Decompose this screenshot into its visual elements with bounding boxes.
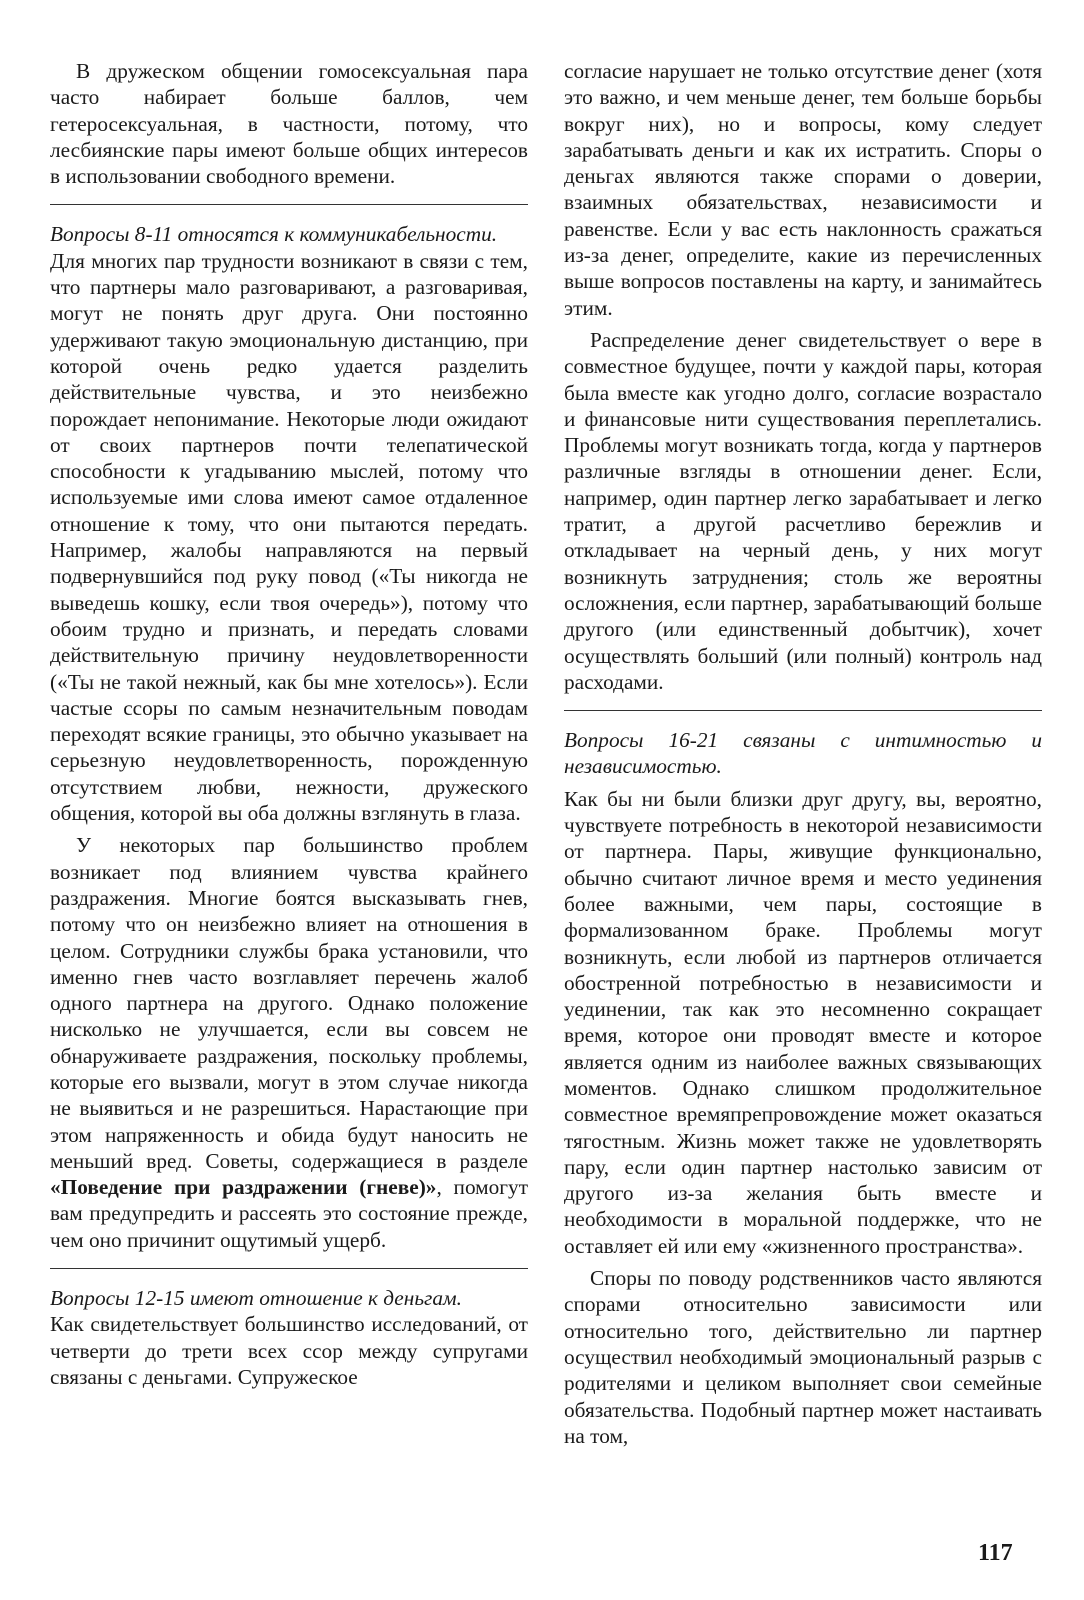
section-divider	[50, 1268, 528, 1269]
section-heading-intimacy: Вопросы 16-21 связаны с интимностью и независимостью.	[564, 728, 1042, 779]
section-heading-money: Вопросы 12-15 имеют отношение к деньгам.	[50, 1286, 462, 1311]
paragraph-leisure: В дружеском общении гомосексуальная пара часто набирает больше баллов, чем гетеросексуальная, в частности, потому, что лесбиянские пары имеют больше общих интересов в использовании свободного времени.	[50, 59, 528, 189]
anger-text-end: , помогут вам предупредить и рассеять это состояние прежде, чем оно причинит ощутимый ущерб.	[50, 1175, 528, 1252]
section-heading-communication: Вопросы 8-11 относятся к коммуникабельности.	[50, 222, 498, 247]
left-column	[50, 58, 528, 1390]
anger-text-start: У некоторых пар большинство проблем возникает под влиянием чувства крайнего раздражения. Многие боятся высказывать гнев, потому что он неизбежно влияет на отношения в целом. Сотрудники службы брака установили, что именно гнев часто возглавляет перечень жалоб одного партнера на другого. Однако положение нисколько не улучшается, если вы совсем не обнаруживаете раздражения, поскольку проблемы, которые его вызвали, могут в этом случае никогда не выявиться и не разрешиться. Нарастающие при этом напряженность и обида будут наносить не меньший вред. Советы, содержащиеся в разделе	[50, 833, 528, 1173]
paragraph-money-start: Как свидетельствует большинство исследований, от четверти до трети всех ссор между супругами связаны с деньгами. Супружеское	[50, 1312, 528, 1389]
section-divider	[564, 710, 1042, 711]
paragraph-independence: Как бы ни были близки друг другу, вы, вероятно, чувствуете потребность в некоторой независимости от партнера. Пары, живущие функционально, обычно считают личное время и место уединения более важными, чем пары, состоящие в формализованном браке. Проблемы могут возникнуть, если любой из партнеров отличается обостренной потребностью в независимости и уединении, так как это несомненно сокращает время, которое они проводят вместе и которое является одним из наиболее важных связывающих моментов. Однако слишком продолжительное совместное времяпрепровождение может оказаться тягостным. Жизнь может также не удовлетворять пару, если один партнер настолько зависим от другого из-за желания быть вместе и необходимости в моральной поддержке, что не оставляет ей или ему «жизненного пространства».	[564, 786, 1042, 1258]
paragraph-money-distribution: Распределение денег свидетельствует о вере в совместное будущее, почти у каждой пары, которая была вместе как угодно долго, согласие возрастало и финансовые нити существования переплетались. Проблемы могут возникать тогда, когда у партнеров различные взгляды в отношении денег. Если, например, один партнер легко зарабатывает и легко тратит, а другой расчетливо бережлив и откладывает на черный день, у них могут возникнуть затруднения; столь же вероятны осложнения, если партнер, зарабатывающий больше другого (или единственный добытчик), хочет осуществлять больший (или полный) контроль над расходами.	[564, 327, 1043, 694]
anger-section-reference: «Поведение при раздражении (гневе)»	[50, 1175, 437, 1200]
paragraph-relatives: Споры по поводу родственников часто являются спорами относительно зависимости или относительно того, действительно ли партнер осуществил необходимый эмоциональный разрыв с родителями и целиком выполняет свои семейные обязательства. Подобный партнер может настаивать на том,	[564, 1266, 1042, 1448]
paragraph-money-continued: согласие нарушает не только отсутствие денег (хотя это важно, и чем меньше денег, тем больше борьбы вокруг них), но и вопросы, кому следует зарабатывать деньги и как их истратить. Споры о деньгах являются также спорами о доверии, взаимных обязательствах, независимости и равенстве. Если у вас есть наклонность сражаться из-за денег, определите, какие из перечисленных выше вопросов поставлены на карту, и занимайтесь этим.	[564, 59, 1042, 320]
paragraph-anger	[50, 832, 528, 1253]
right-column	[564, 58, 1042, 1449]
section-divider	[50, 204, 528, 205]
paragraph-communication: Для многих пар трудности возникают в связи с тем, что партнеры мало разговаривают, а разговаривая, могут не понять друг друга. Они постоянно удерживают такую эмоциональную дистанцию, при которой очень редко удается разделить действительные чувства, и это неизбежно порождает непонимание. Некоторые люди ожидают от своих партнеров почти телепатической способности к угадыванию мыслей, потому что используемые ими слова имеют самое отдаленное отношение к тому, что они пытаются передать. Например, жалобы направляются на первый подвернувшийся под руку повод («Ты никогда не выведешь кошку, если твоя очередь»), потому что обоим трудно и признать, и передать словами действительную причину неудовлетворенности («Ты не такой нежный, как бы мне хотелось»). Если частые ссоры по самым незначительным поводам переходят всякие границы, это обычно указывает на серьезную неудовлетворенность, порожденную отсутствием любви, нежности, дружеского общения, которой вы оба должны взглянуть в глаза.	[50, 248, 528, 826]
page-number: 117	[978, 1540, 1013, 1566]
